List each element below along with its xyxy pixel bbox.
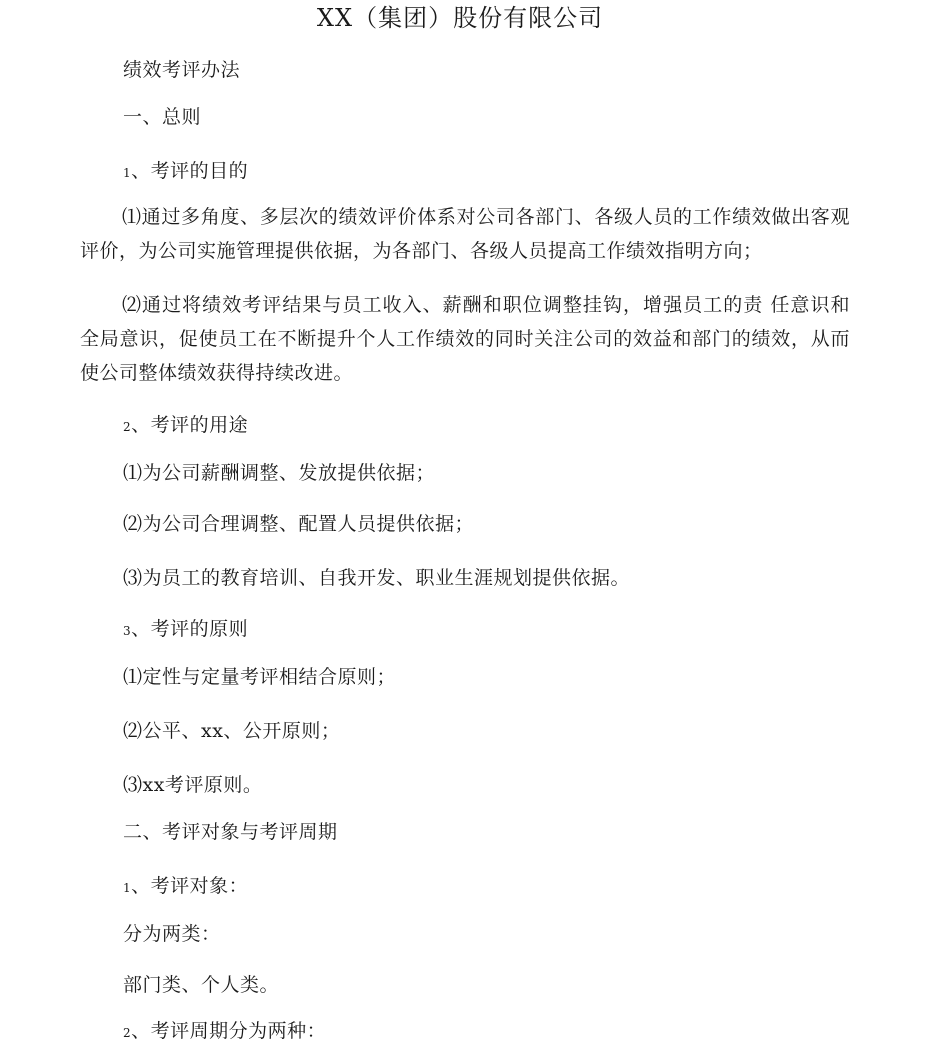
purpose-paragraph-1: ⑴通过多角度、多层次的绩效评价体系对公司各部门、各级人员的工作绩效做出客观评价，为公司实施管理提供依据，为各部门、各级人员提高工作绩效指明方向； — [80, 206, 850, 262]
use-item-2: ⑵为公司合理调整、配置人员提供依据； — [123, 513, 475, 535]
section2-line-2: 部门类、个人类。 — [123, 974, 280, 996]
principle-item-2: ⑵公平、xx、公开原则； — [123, 720, 341, 742]
section1-item2-heading — [123, 414, 248, 438]
item-number: 2 — [123, 1026, 132, 1040]
section2-item2-heading — [123, 1020, 326, 1044]
use-item-3: ⑶为员工的教育培训、自我开发、职业生涯规划提供依据。 — [123, 567, 631, 589]
principle-item-3: ⑶xx考评原则。 — [123, 774, 263, 796]
section1-item1-heading — [123, 160, 248, 184]
item-number: 1 — [123, 166, 132, 180]
item-text: 、考评的原则 — [131, 618, 249, 640]
section2-item1-heading — [123, 875, 248, 899]
use-item-1: ⑴为公司薪酬调整、发放提供依据； — [123, 462, 436, 484]
item-text: 、考评的用途 — [131, 414, 249, 436]
item-number: 3 — [123, 624, 132, 638]
principle-item-1: ⑴定性与定量考评相结合原则； — [123, 666, 397, 688]
item-text: 、考评的目的 — [131, 160, 249, 182]
document-subtitle: 绩效考评办法 — [123, 59, 241, 81]
section2-heading: 二、考评对象与考评周期 — [123, 821, 338, 843]
item-text: 、考评周期分为两种： — [131, 1020, 327, 1042]
section2-line-1: 分为两类： — [123, 923, 221, 945]
item-text: 、考评对象： — [131, 875, 249, 897]
section1-item3-heading — [123, 618, 248, 642]
item-number: 2 — [123, 420, 132, 434]
purpose-paragraph-2: ⑵通过将绩效考评结果与员工收入、薪酬和职位调整挂钩，增强员工的责 任意识和全局意识，促使员工在不断提升个人工作绩效的同时关注公司的效益和部门的绩效，从而使公司整体绩效获得持续改进。 — [80, 294, 850, 384]
document-title: XX（集团）股份有限公司 — [316, 4, 604, 32]
section1-heading: 一、总则 — [123, 106, 202, 128]
item-number: 1 — [123, 881, 132, 895]
